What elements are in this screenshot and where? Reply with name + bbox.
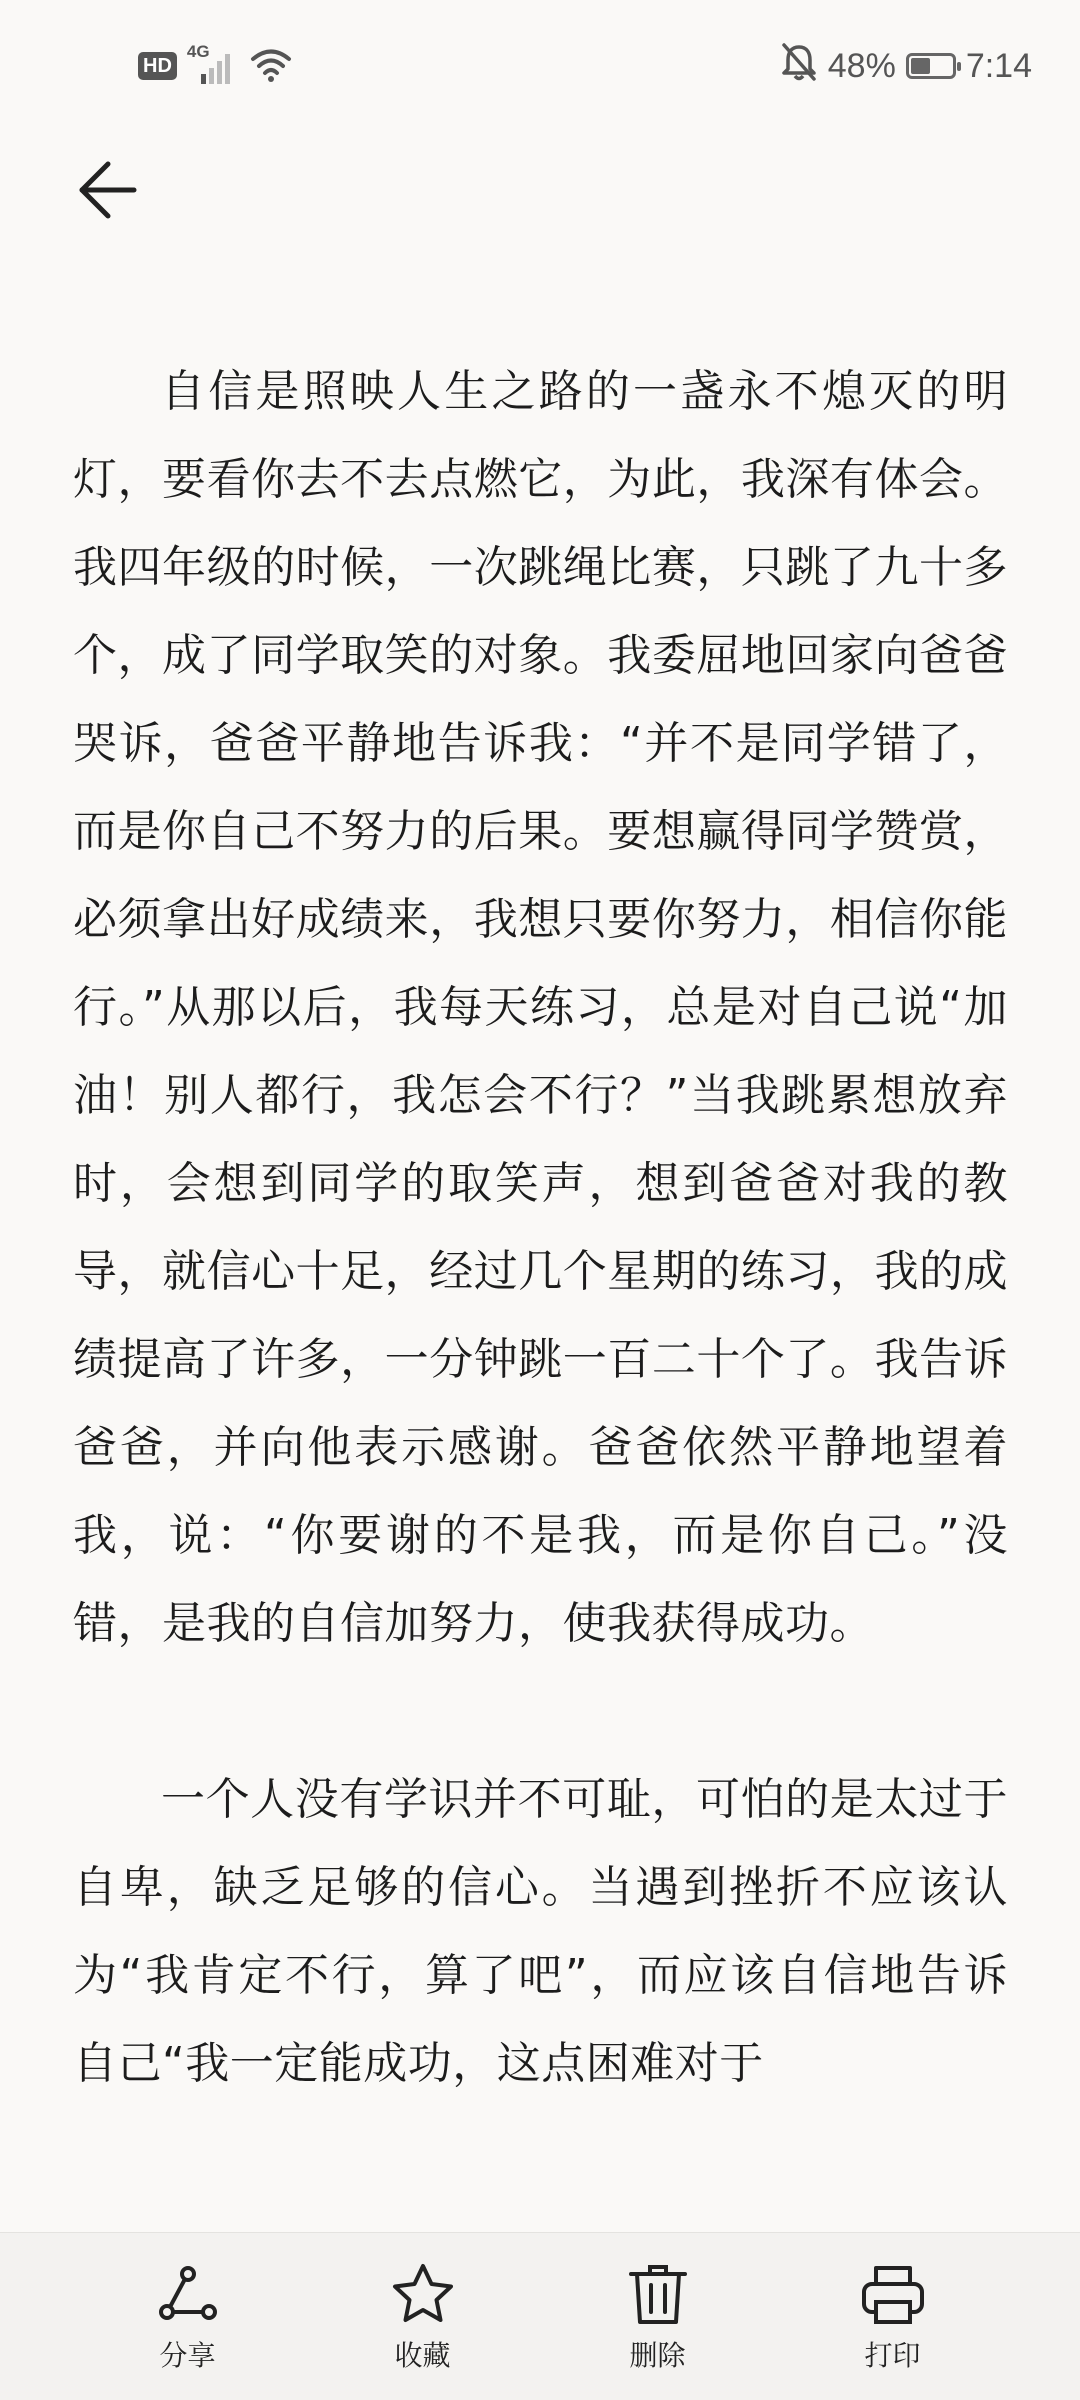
bell-muted-icon [780,42,818,91]
favorite-label: 收藏 [394,2338,451,2372]
printer-icon [858,2260,928,2330]
back-arrow-icon [74,158,138,222]
print-button[interactable] [818,2260,968,2374]
status-right [780,40,1032,92]
share-icon [153,2260,223,2330]
battery-level-fill [911,58,930,74]
bottom-toolbar [0,2232,1080,2400]
trash-icon [623,2260,693,2330]
star-icon [388,2260,458,2330]
back-button[interactable] [66,150,146,230]
delete-label: 删除 [629,2338,686,2372]
battery-icon [906,53,956,79]
signal-icon [186,42,239,86]
battery-percent: 48% [827,46,896,85]
wifi-icon [249,44,293,88]
network-type-label: 4G [186,42,210,61]
article-body [73,348,1008,2196]
status-left [138,44,293,88]
share-label: 分享 [159,2338,216,2372]
delete-button[interactable] [583,2260,733,2374]
article-paragraph-2: 一个人没有学识并不可耻，可怕的是太过于自卑，缺乏足够的信心。当遇到挫折不应该认为“我肯定不行，算了吧”，而应该自信地告诉自己“我一定能成功，这点困难对于 [73,1774,1008,2089]
favorite-button[interactable] [348,2260,498,2374]
print-label: 打印 [864,2338,921,2372]
clock: 7:14 [965,46,1032,85]
share-button[interactable] [113,2260,263,2374]
article-paragraph-1: 自信是照映人生之路的一盏永不熄灭的明灯，要看你去不去点燃它，为此，我深有体会。我四年级的时候，一次跳绳比赛，只跳了九十多个，成了同学取笑的对象。我委屈地回家向爸爸哭诉，爸爸平静地告诉我：“并不是同学错了，而是你自己不努力的后果。要想赢得同学赞赏，必须拿出好成绩来，我想只要你努力，相信你能行。”从那以后，我每天练习，总是对自己说“加油！别人都行，我怎会不行？”当我跳累想放弃时，会想到同学的取笑声，想到爸爸对我的教导，就信心十足，经过几个星期的练习，我的成绩提高了许多，一分钟跳一百二十个了。我告诉爸爸，并向他表示感谢。爸爸依然平静地望着我，说：“你要谢的不是我，而是你自己。”没错，是我的自信加努力，使我获得成功。 [73,366,1008,1649]
hd-icon: HD [138,52,177,80]
status-bar [0,0,1080,130]
